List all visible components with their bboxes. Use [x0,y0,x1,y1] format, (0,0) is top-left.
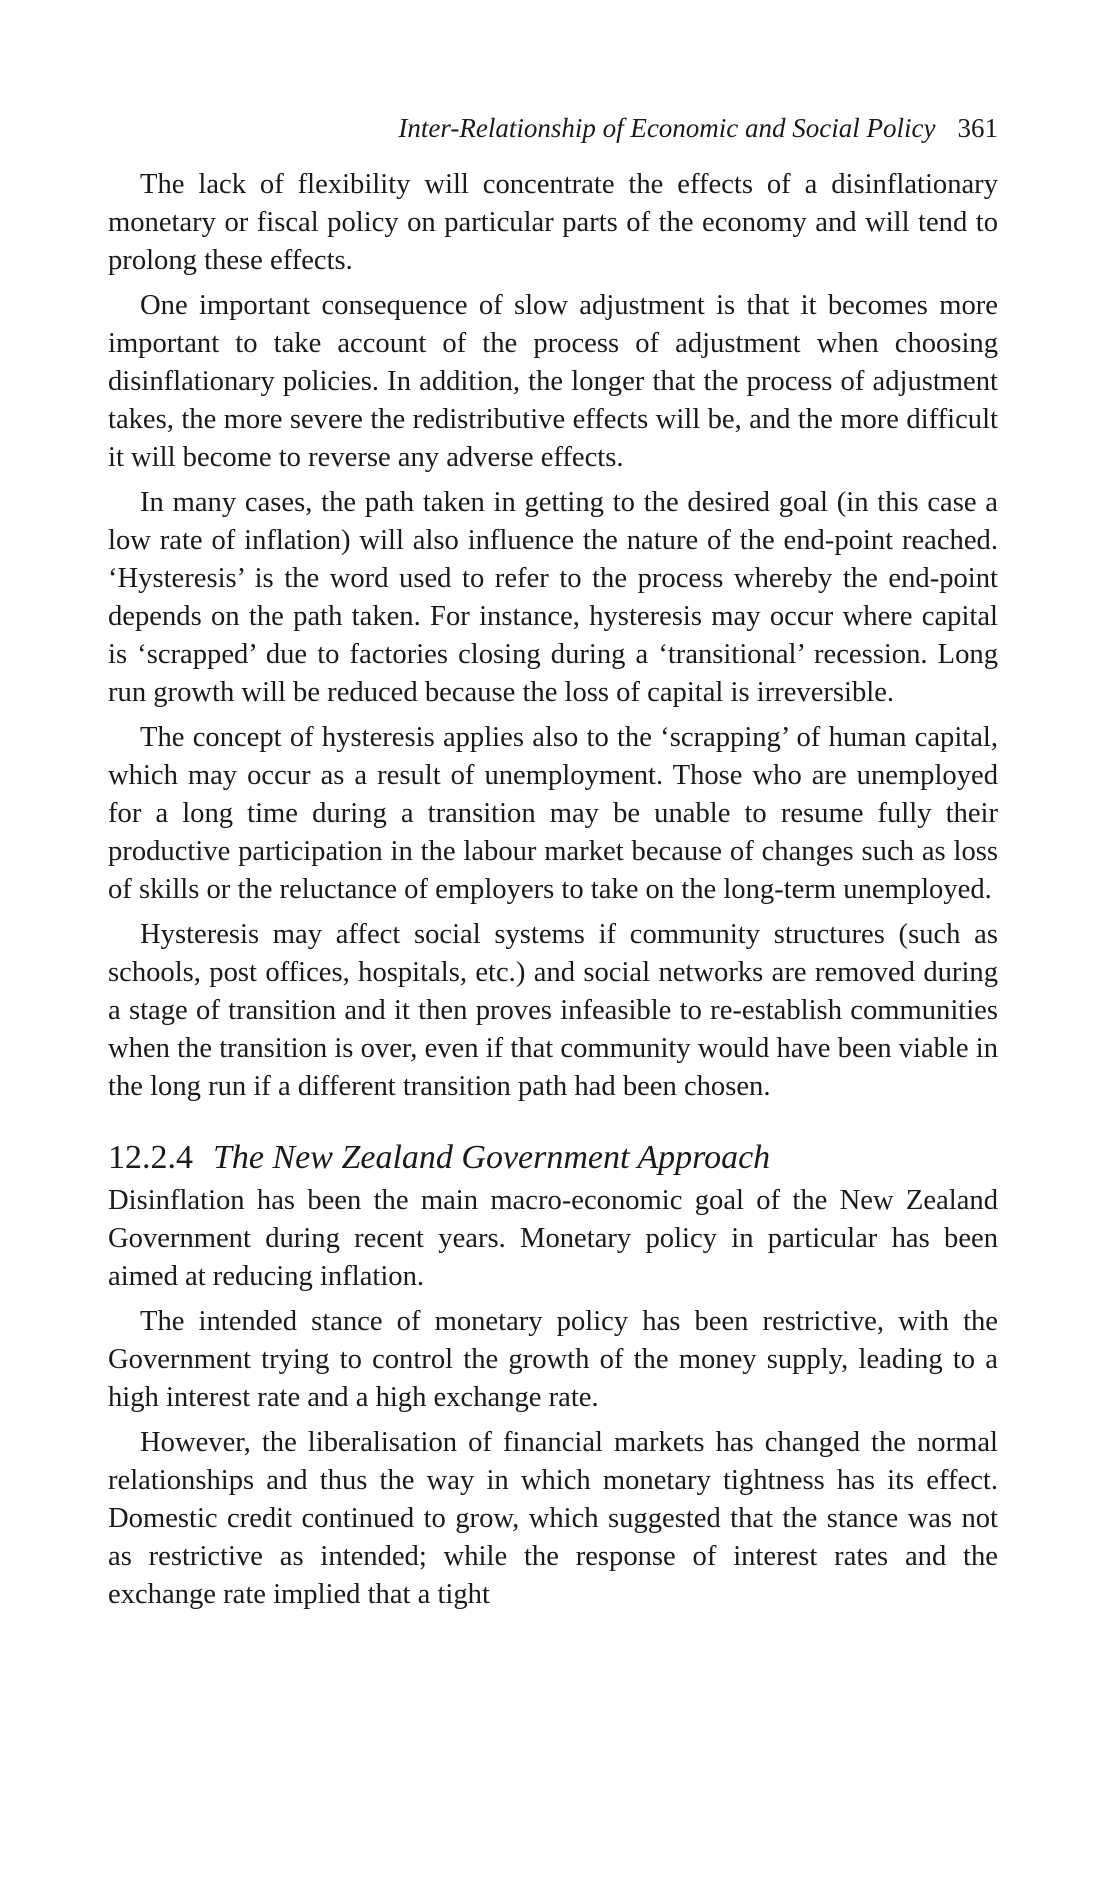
section-number: 12.2.4 [108,1139,193,1176]
body-text-before-section [108,166,998,1106]
section-heading [108,1138,998,1178]
paragraph: The lack of flexibility will concentrate the effects of a disinflationary monetary or fiscal policy on particular parts of the economy and will tend to prolong these effects. [108,169,998,276]
book-page [108,112,998,1621]
paragraph: Disinflation has been the main macro-economic goal of the New Zealand Government during recent years. Monetary policy in particular has been aimed at reducing inflation. [108,1185,998,1292]
paragraph: One important consequence of slow adjustment is that it becomes more important to take account of the process of adjustment when choosing disinflationary policies. In addition, the longer that the process of adjustment takes, the more severe the redistributive effects will be, and the more difficult it will become to reverse any adverse effects. [108,290,998,473]
paragraph: However, the liberalisation of financial markets has changed the normal relationships and thus the way in which monetary tightness has its effect. Domestic credit continued to grow, which suggested that the stance was not as restrictive as intended; while the response of interest rates and the exchange rate implied that a tight [108,1427,998,1610]
paragraph: In many cases, the path taken in getting to the desired goal (in this case a low rate of inflation) will also influence the nature of the end-point reached. ‘Hysteresis’ is the word used to refer to the process whereby the end-point depends on the path taken. For instance, hysteresis may occur where capital is ‘scrapped’ due to factories closing during a ‘transitional’ recession. Long run growth will be reduced because the loss of capital is irreversible. [108,487,998,708]
paragraph: Hysteresis may affect social systems if community structures (such as schools, post offices, hospitals, etc.) and social networks are removed during a stage of transition and it then proves infeasible to re-establish communities when the transition is over, even if that community would have been viable in the long run if a different transition path had been chosen. [108,919,998,1102]
paragraph: The concept of hysteresis applies also to the ‘scrapping’ of human capital, which may occur as a result of unemployment. Those who are unemployed for a long time during a transition may be unable to resume fully their productive participation in the labour market because of changes such as loss of skills or the reluctance of employers to take on the long-term unemployed. [108,722,998,905]
section-title: The New Zealand Government Approach [213,1139,771,1176]
running-title: Inter-Relationship of Economic and Social Policy [398,113,936,143]
page-number: 361 [957,113,998,143]
running-header [108,112,998,144]
body-text-after-section [108,1182,998,1614]
paragraph: The intended stance of monetary policy has been restrictive, with the Government trying to control the growth of the money supply, leading to a high interest rate and a high exchange rate. [108,1306,998,1413]
